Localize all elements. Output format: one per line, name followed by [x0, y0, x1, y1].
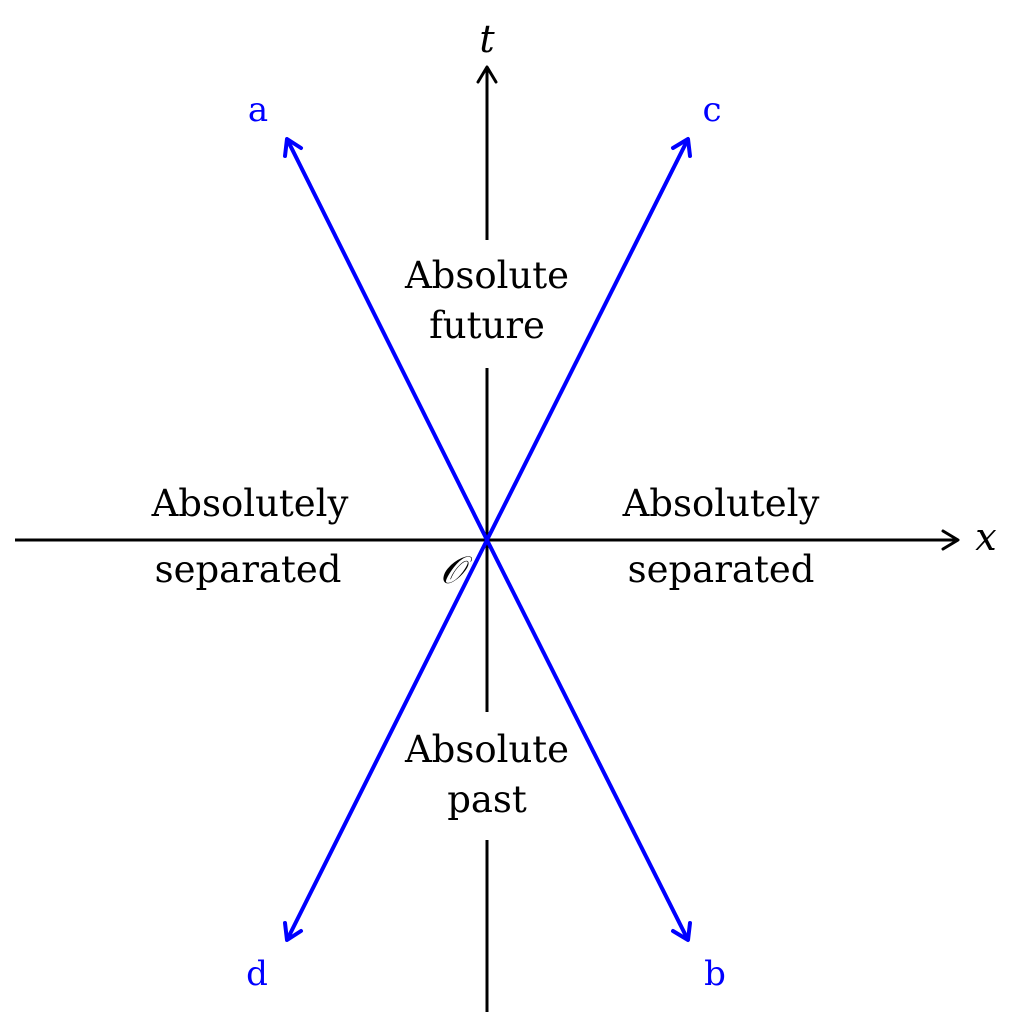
ray-a-label: a — [247, 90, 269, 130]
ray-d-label: d — [246, 954, 268, 994]
ray-b-label: b — [704, 954, 726, 994]
x-axis-label: x — [975, 515, 997, 559]
ray-c-label: c — [702, 90, 722, 130]
past-label-line2: past — [447, 778, 527, 821]
left-region-line1: Absolutely — [151, 482, 349, 525]
future-label-line1: Absolute — [404, 254, 570, 297]
right-region-line1: Absolutely — [622, 482, 820, 525]
past-label-line1: Absolute — [404, 728, 570, 771]
origin-label: 𝒪 — [440, 548, 464, 592]
t-axis-label: t — [479, 17, 495, 61]
future-label-line2: future — [429, 304, 545, 347]
left-region-line2: separated — [154, 548, 342, 591]
right-region-line2: separated — [627, 548, 815, 591]
